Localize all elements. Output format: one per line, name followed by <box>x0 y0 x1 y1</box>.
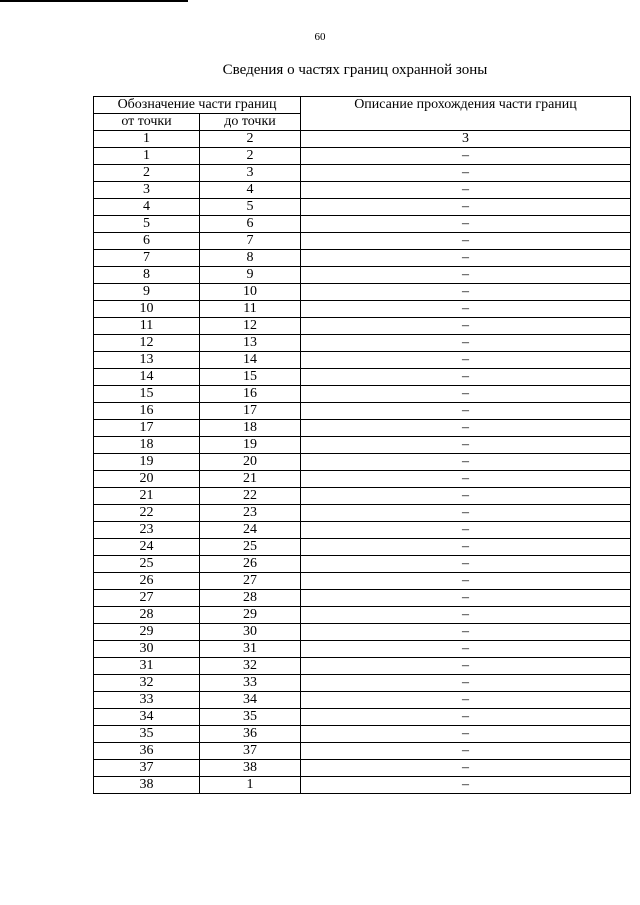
from-point-cell: 37 <box>94 760 200 777</box>
description-cell: – <box>301 403 631 420</box>
table-row <box>94 641 631 658</box>
table-row <box>94 199 631 216</box>
table-row <box>94 403 631 420</box>
to-point-cell: 34 <box>200 692 301 709</box>
from-point-cell: 21 <box>94 488 200 505</box>
from-point-cell: 19 <box>94 454 200 471</box>
to-point-cell: 35 <box>200 709 301 726</box>
to-point-cell: 20 <box>200 454 301 471</box>
from-point-cell: 2 <box>94 165 200 182</box>
description-cell: – <box>301 488 631 505</box>
description-cell: – <box>301 250 631 267</box>
from-point-cell: 22 <box>94 505 200 522</box>
description-cell: – <box>301 777 631 794</box>
table-row <box>94 148 631 165</box>
table-row <box>94 777 631 794</box>
table-row <box>94 726 631 743</box>
description-cell: – <box>301 165 631 182</box>
table-row <box>94 556 631 573</box>
from-point-cell: 9 <box>94 284 200 301</box>
to-point-cell: 17 <box>200 403 301 420</box>
table-row <box>94 386 631 403</box>
table-row <box>94 369 631 386</box>
description-cell: – <box>301 539 631 556</box>
column-index-cell: 1 <box>94 131 200 148</box>
description-cell: – <box>301 505 631 522</box>
to-point-cell: 25 <box>200 539 301 556</box>
table-row <box>94 267 631 284</box>
to-point-cell: 24 <box>200 522 301 539</box>
from-point-cell: 18 <box>94 437 200 454</box>
to-point-cell: 8 <box>200 250 301 267</box>
to-point-cell: 16 <box>200 386 301 403</box>
from-point-cell: 33 <box>94 692 200 709</box>
to-point-cell: 22 <box>200 488 301 505</box>
to-point-cell: 4 <box>200 182 301 199</box>
to-point-cell: 15 <box>200 369 301 386</box>
from-point-cell: 4 <box>94 199 200 216</box>
column-index-cell: 2 <box>200 131 301 148</box>
table-row <box>94 233 631 250</box>
description-cell: – <box>301 726 631 743</box>
from-point-cell: 12 <box>94 335 200 352</box>
table-row <box>94 539 631 556</box>
to-point-cell: 12 <box>200 318 301 335</box>
description-cell: – <box>301 420 631 437</box>
from-point-cell: 24 <box>94 539 200 556</box>
table-row <box>94 454 631 471</box>
from-point-cell: 38 <box>94 777 200 794</box>
from-point-cell: 25 <box>94 556 200 573</box>
column-index-cell: 3 <box>301 131 631 148</box>
description-cell: – <box>301 454 631 471</box>
description-cell: – <box>301 284 631 301</box>
from-point-cell: 26 <box>94 573 200 590</box>
table-row <box>94 760 631 777</box>
from-point-cell: 31 <box>94 658 200 675</box>
to-point-cell: 10 <box>200 284 301 301</box>
description-cell: – <box>301 607 631 624</box>
table-row <box>94 522 631 539</box>
from-point-cell: 13 <box>94 352 200 369</box>
to-point-cell: 11 <box>200 301 301 318</box>
from-point-header: от точки <box>94 114 200 131</box>
to-point-cell: 32 <box>200 658 301 675</box>
to-point-cell: 28 <box>200 590 301 607</box>
description-cell: – <box>301 675 631 692</box>
table-row <box>94 352 631 369</box>
column-index-row <box>94 131 631 148</box>
to-point-cell: 9 <box>200 267 301 284</box>
description-cell: – <box>301 369 631 386</box>
table-row <box>94 743 631 760</box>
from-point-cell: 3 <box>94 182 200 199</box>
description-cell: – <box>301 760 631 777</box>
description-header: Описание прохождения части границ <box>301 97 631 131</box>
to-point-header: до точки <box>200 114 301 131</box>
top-rule <box>0 0 188 2</box>
from-point-cell: 35 <box>94 726 200 743</box>
document-title: Сведения о частях границ охранной зоны <box>222 62 488 78</box>
from-point-cell: 23 <box>94 522 200 539</box>
boundary-table <box>93 96 631 794</box>
description-cell: – <box>301 335 631 352</box>
table-row <box>94 675 631 692</box>
table-row <box>94 590 631 607</box>
to-point-cell: 23 <box>200 505 301 522</box>
description-cell: – <box>301 386 631 403</box>
from-point-cell: 16 <box>94 403 200 420</box>
description-cell: – <box>301 743 631 760</box>
to-point-cell: 18 <box>200 420 301 437</box>
from-point-cell: 10 <box>94 301 200 318</box>
from-point-cell: 28 <box>94 607 200 624</box>
from-point-cell: 8 <box>94 267 200 284</box>
to-point-cell: 3 <box>200 165 301 182</box>
from-point-cell: 32 <box>94 675 200 692</box>
to-point-cell: 26 <box>200 556 301 573</box>
table-row <box>94 284 631 301</box>
description-cell: – <box>301 573 631 590</box>
from-point-cell: 27 <box>94 590 200 607</box>
from-point-cell: 6 <box>94 233 200 250</box>
description-cell: – <box>301 267 631 284</box>
description-cell: – <box>301 301 631 318</box>
description-cell: – <box>301 148 631 165</box>
from-point-cell: 11 <box>94 318 200 335</box>
table-row <box>94 420 631 437</box>
to-point-cell: 19 <box>200 437 301 454</box>
description-cell: – <box>301 318 631 335</box>
table-row <box>94 709 631 726</box>
description-cell: – <box>301 216 631 233</box>
table-row <box>94 607 631 624</box>
to-point-cell: 5 <box>200 199 301 216</box>
table-row <box>94 301 631 318</box>
description-cell: – <box>301 624 631 641</box>
to-point-cell: 29 <box>200 607 301 624</box>
table-row <box>94 165 631 182</box>
to-point-cell: 1 <box>200 777 301 794</box>
description-cell: – <box>301 709 631 726</box>
to-point-cell: 30 <box>200 624 301 641</box>
description-cell: – <box>301 199 631 216</box>
table-row <box>94 216 631 233</box>
to-point-cell: 6 <box>200 216 301 233</box>
table-row <box>94 505 631 522</box>
from-point-cell: 1 <box>94 148 200 165</box>
table-row <box>94 437 631 454</box>
description-cell: – <box>301 522 631 539</box>
from-point-cell: 14 <box>94 369 200 386</box>
table-row <box>94 488 631 505</box>
to-point-cell: 13 <box>200 335 301 352</box>
table-row <box>94 658 631 675</box>
page-number: 60 <box>314 31 326 43</box>
to-point-cell: 21 <box>200 471 301 488</box>
description-cell: – <box>301 556 631 573</box>
to-point-cell: 36 <box>200 726 301 743</box>
from-point-cell: 17 <box>94 420 200 437</box>
table-row <box>94 573 631 590</box>
to-point-cell: 7 <box>200 233 301 250</box>
description-cell: – <box>301 471 631 488</box>
group-header: Обозначение части границ <box>94 97 301 114</box>
table-row <box>94 318 631 335</box>
description-cell: – <box>301 233 631 250</box>
description-cell: – <box>301 590 631 607</box>
table-header-row <box>94 97 631 114</box>
to-point-cell: 14 <box>200 352 301 369</box>
to-point-cell: 33 <box>200 675 301 692</box>
description-cell: – <box>301 658 631 675</box>
description-cell: – <box>301 437 631 454</box>
to-point-cell: 2 <box>200 148 301 165</box>
from-point-cell: 36 <box>94 743 200 760</box>
from-point-cell: 34 <box>94 709 200 726</box>
table-row <box>94 692 631 709</box>
to-point-cell: 27 <box>200 573 301 590</box>
to-point-cell: 31 <box>200 641 301 658</box>
table-row <box>94 471 631 488</box>
from-point-cell: 5 <box>94 216 200 233</box>
to-point-cell: 38 <box>200 760 301 777</box>
to-point-cell: 37 <box>200 743 301 760</box>
description-cell: – <box>301 692 631 709</box>
from-point-cell: 15 <box>94 386 200 403</box>
table-row <box>94 250 631 267</box>
from-point-cell: 7 <box>94 250 200 267</box>
table-row <box>94 335 631 352</box>
table-row <box>94 182 631 199</box>
from-point-cell: 30 <box>94 641 200 658</box>
description-cell: – <box>301 182 631 199</box>
from-point-cell: 20 <box>94 471 200 488</box>
description-cell: – <box>301 352 631 369</box>
description-cell: – <box>301 641 631 658</box>
table-row <box>94 624 631 641</box>
from-point-cell: 29 <box>94 624 200 641</box>
